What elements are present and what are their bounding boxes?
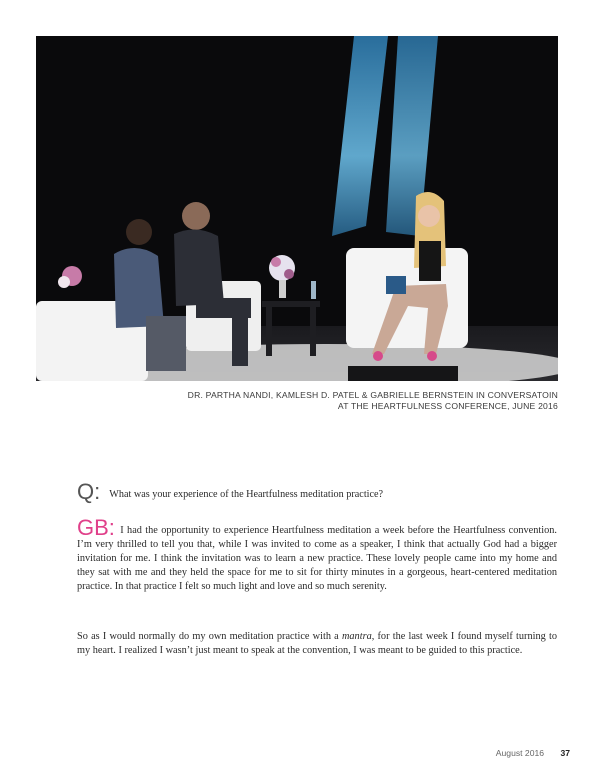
paragraph2-italic-word: mantra [341, 631, 372, 642]
question-block [77, 479, 557, 505]
paragraph2-before: So as I would normally do my own meditation practice with a [77, 631, 342, 642]
paragraph2-after: , for the last week I found myself turning to my heart. I realized I wasn’t just meant to speak at the convention, I was meant to be guided to this practice. [77, 631, 557, 656]
caption-line-2: AT THE HEARTFULNESS CONFERENCE, JUNE 2016 [337, 401, 558, 411]
answer-text: I had the opportunity to experience Heartfulness meditation a week before the Heartfulness convention. I’m very thrilled to tell you that, while I was invited to come as a speaker, I think that actually God had a bigger invitation for me. I think the invitation was to learn a new practice. These lovely people came into my home and they sat with me and they held the space for me to sit for thirty minutes in a gorgeous, heart-centered meditation practice. In that practice I felt so much light and love and so much serenity. [77, 525, 557, 592]
caption-line-1: DR. PARTHA NANDI, KAMLESH D. PATEL & GABRIELLE BERNSTEIN IN CONVERSATOIN [187, 390, 558, 400]
question-text: What was your experience of the Heartfulness meditation practice? [109, 489, 384, 500]
answer-paragraph-2 [77, 630, 557, 658]
photo-caption [188, 390, 558, 412]
footer-date: August 2016 [495, 748, 545, 758]
page-footer [496, 748, 570, 758]
question-marker: Q: [77, 479, 101, 504]
answer-block [77, 515, 557, 594]
stage-scene-image [36, 36, 558, 381]
answer-marker: GB: [77, 515, 115, 540]
conference-photo [36, 36, 558, 381]
page-number: 37 [560, 748, 570, 758]
